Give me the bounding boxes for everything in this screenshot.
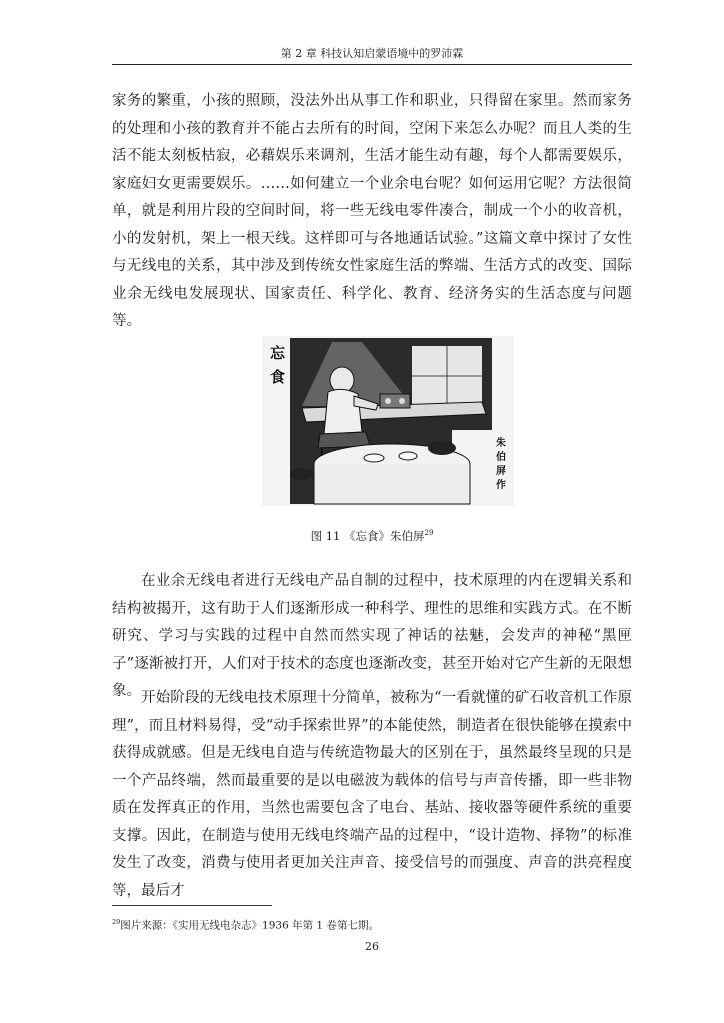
paragraph-2: 在业余无线电者进行无线电产品自制的过程中，技术原理的内在逻辑关系和结构被揭开，这有助于人们逐渐形成一种科学、理性的思维和实践方式。在不断研究、学习与实践的过程中自然而然实现了神话的祛魅，会发声的神秘“黑匣子”逐渐被打开，人们对于技术的态度也逐渐改变，甚至开始对它产生新的无限想象。: [112, 573, 632, 699]
paragraph-1: 家务的繁重，小孩的照顾，没法外出从事工作和职业，只得留在家里。然而家务的处理和小孩的教育并不能占去所有的时间，空闲下来怎么办呢？而且人类的生活不能太刻板枯寂，必藉娱乐来调剂，生活才能生动有趣，每个人都需要娱乐，家庭妇女更需要娱乐。……如何建立一个业余电台呢？如何运用它呢？方法很简单，就是利用片段的空间时间，将一些无线电零件凑合，制成一个小的收音机，小的发射机，架上一根天线。这样即可与各地通话试验。”这篇文章中探讨了女性与无线电的关系，其中涉及到传统女性家庭生活的弊端、生活方式的改变、国际业余无线电发展现状、国家责任、科学化、教育、经济务实的生活态度与问题等。: [112, 93, 632, 329]
footnote-ref: 29: [112, 918, 121, 926]
paragraph-3: 开始阶段的无线电技术原理十分简单，被称为“一看就懂的矿石收音机工作原理”，而且材料易得，受“动手探索世界”的本能使然，制造者在很快能够在摸索中获得成就感。但是无线电自造与传统造物最大的区别在于，虽然最终呈现的只是一个产品终端，然而最重要的是以电磁波为载体的信号与声音传播，即一些非物质在发挥真正的作用，当然也需要包含了电台、基站、接收器等硬件系统的重要支撑。因此，在制造与使用无线电终端产品的过程中，“设计造物、择物”的标准发生了改变，消费与使用者更加关注声音、接受信号的而强度、声音的洪亮程度等，最后才: [112, 690, 632, 899]
figure-caption: [112, 526, 632, 543]
figure-illustration: [262, 336, 514, 506]
artist-char-2: 伯: [496, 452, 506, 463]
header-rule: [112, 64, 632, 65]
artist-char-4: 作: [496, 480, 506, 491]
artist-char-3: 屏: [496, 466, 506, 477]
figure-title-char-2: 食: [270, 368, 286, 386]
running-header: 第 2 章 科技认知启蒙语境中的罗沛霖: [280, 47, 464, 60]
page-number: 26: [365, 940, 379, 953]
footnote-text: 图片来源：《实用无线电杂志》1936 年第 1 卷第七期。: [120, 919, 379, 932]
footnote-rule: [112, 905, 272, 906]
figure-caption-text: 图 11 《忘食》朱伯屏: [310, 528, 425, 543]
footnote: [112, 915, 632, 933]
figure-caption-note-ref: 29: [424, 529, 434, 537]
figure-title-char-1: 忘: [270, 344, 286, 362]
artist-char-1: 朱: [496, 438, 506, 449]
